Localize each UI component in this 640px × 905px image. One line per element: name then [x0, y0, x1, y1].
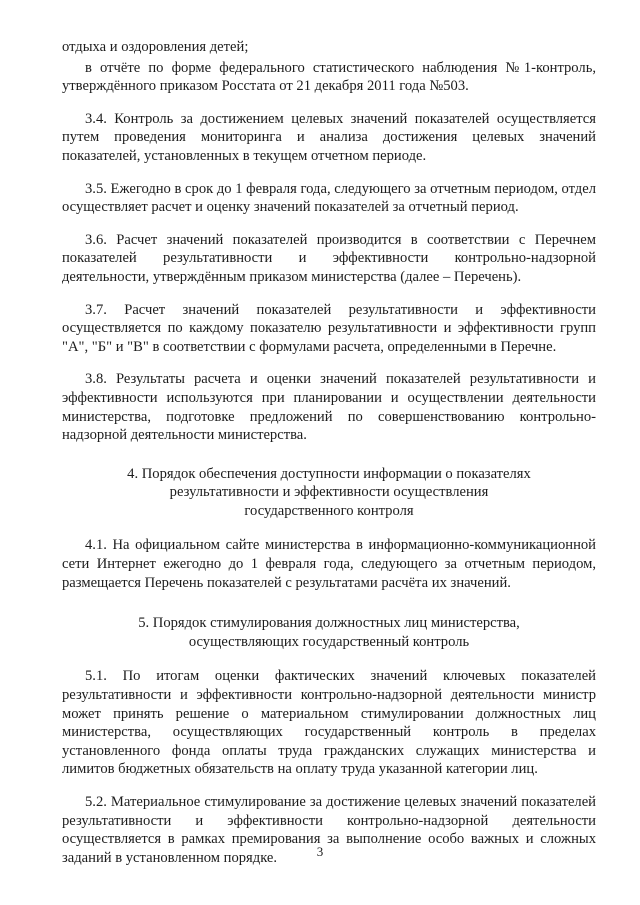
- heading-line: результативности и эффективности осуществления: [169, 484, 489, 501]
- paragraph-3-5: 3.5. Ежегодно в срок до 1 февраля года, следующего за отчетным периодом, отдел осуществляет расчет и оценку значений показателей за отчетный период.: [62, 180, 596, 216]
- section-heading-4: [62, 465, 596, 521]
- paragraph-4-1: 4.1. На официальном сайте министерства в информационно-коммуникационной сети Интернет ежегодно до 1 февраля года, следующего за отчетным периодом, размещается Перечень показателей с результатами расчёта их значений.: [62, 537, 596, 591]
- paragraph-5-1: 5.1. По итогам оценки фактических значений ключевых показателей результативности и эффективности контрольно-надзорной деятельности министр может принять решение о материальном стимулировании должностных лиц министерства, осуществляющих государственный контроль в пределах установленного фонда оплаты труда гражданских служащих министерства и лимитов бюджетных обязательств на оплату труда указанной категории лиц.: [62, 668, 596, 778]
- page-number: 3: [316, 844, 324, 859]
- paragraph-3-6: 3.6. Расчет значений показателей производится в соответствии с Перечнем показателей результативности и эффективности контрольно-надзорной деятельности, утверждённым приказом министерства (далее – Перечень).: [62, 231, 596, 285]
- heading-line: 5. Порядок стимулирования должностных лиц министерства,: [138, 615, 520, 632]
- paragraph-3-4: 3.4. Контроль за достижением целевых значений показателей осуществляется путем проведения мониторинга и анализа достижения целевых значений показателей, установленных в текущем отчетном периоде.: [62, 110, 596, 164]
- heading-line: осуществляющих государственный контроль: [188, 633, 470, 650]
- heading-line: 4. Порядок обеспечения доступности информации о показателях: [127, 465, 531, 482]
- paragraph-3-8: 3.8. Результаты расчета и оценки значений показателей результативности и эффективности используются при планировании и осуществлении деятельности министерства, подготовке предложений по совершенствованию контрольно-надзорной деятельности министерства.: [62, 371, 596, 444]
- paragraph-continuation: отдыха и оздоровления детей;: [62, 39, 249, 55]
- document-body: [62, 38, 596, 881]
- section-heading-5: [62, 614, 596, 651]
- paragraph-3-7: 3.7. Расчет значений показателей результативности и эффективности осуществляется по каждому показателю результативности и эффективности групп "А", "Б" и "В" в соответствии с формулами расчета, определенными в Перечне.: [62, 301, 596, 355]
- paragraph-report-form: в отчёте по форме федерального статистического наблюдения №1-контроль, утверждённого приказом Росстата от 21 декабря 2011 года №503.: [62, 59, 596, 95]
- heading-line: государственного контроля: [244, 502, 414, 519]
- paragraph-5-2: 5.2. Материальное стимулирование за достижение целевых значений показателей результативности и эффективности контрольно-надзорной деятельности осуществляется в рамках премирования за выполнение особо важных и сложных заданий в установленном порядке.: [62, 794, 596, 866]
